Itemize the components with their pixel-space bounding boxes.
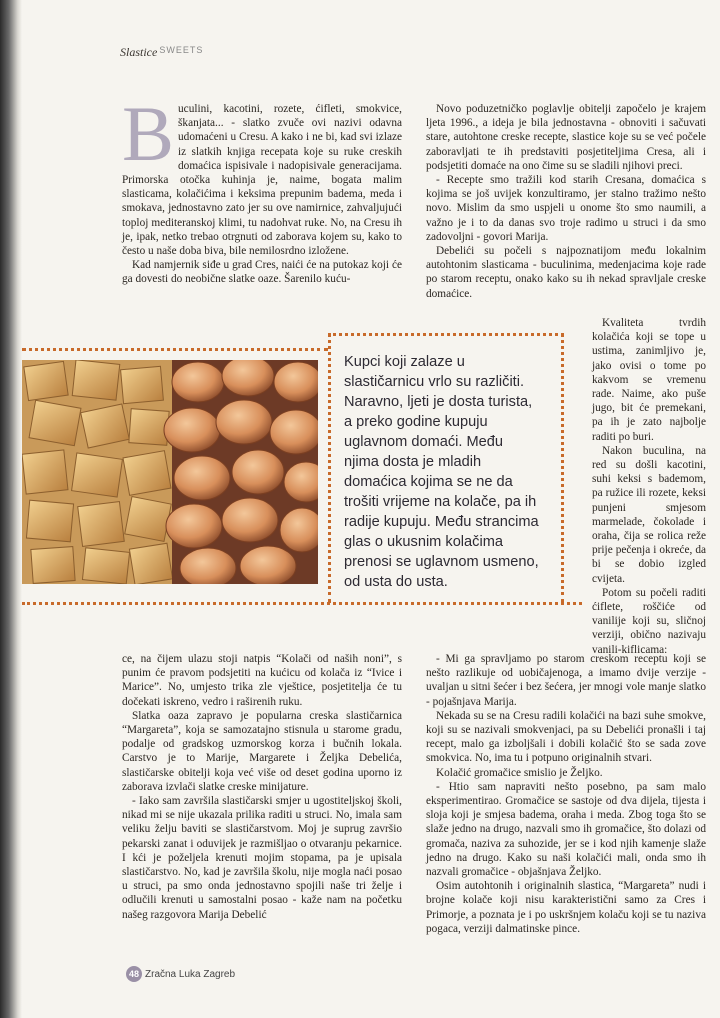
article-col1-top — [122, 90, 402, 287]
paragraph: Osim autohtonih i originalnih slastica, “Margareta” nudi i brojne kolače koji nisu karakteristični samo za Cres i Primorje, a poznata je i po uskršnjem kolaču koji se tu naziva pogaca, verziji dalmatinske pince. — [426, 880, 706, 935]
article-col3-side — [592, 316, 706, 657]
dotted-rule-left — [328, 333, 331, 603]
section-header — [120, 45, 203, 60]
paragraph: Nekada su se na Cresu radili kolačići na bazi suhe smokve, koji su se nazivali smokvenjaci, pa su Debelići pronašli i taj recept, malo ga izboljšali i dobili kolačić što se sada zove smokvica. No, ima tu i potpuno originalnih stvari. — [426, 709, 706, 765]
section-title: Slastice — [120, 45, 158, 59]
paragraph: - Iako sam završila slastičarski smjer u ugostiteljskoj školi, nikad mi se nije ukazala prilika raditi u struci. No, imala sam veliku želju baviti se slastičarstvom. Moj je suprug završio pekarski zanat i oduvijek je razmišljao o otvaranju pekarnice. I kći je poželjela krenuti mojim stopama, pa je upisala slastičarstvo. No, kad je završila školu, nije mogla naći posao u struci, pa smo onda jednostavno spojili naše tri želje i odlučili krenuti u samostalni posao - kaže nam na početku našeg razgovora Marija Debelić — [122, 795, 402, 921]
paragraph: - Recepte smo tražili kod starih Cresana, domaćica s kojima se još uvijek konzultiramo, jer stalno tražimo nešto novo. Mislim da smo uspjeli u onome što smo naumili, a važno je i to da danas svo troje radimo u struci i da smo zadovoljni - govori Marija. — [426, 174, 706, 243]
section-title-en: SWEETS — [159, 45, 204, 55]
pull-quote-text: Kupci koji zalaze u slastičarnicu vrlo su različiti. Naravno, ljeti je dosta turista, a preko godine kupuju uglavnom domaći. Među njima dosta je mladih domaćica kojima se ne da trošiti vrijeme na kolače, pa ih radije kupuju. Među strancima glas o ukusnim kolačima prenosi se uglavnom usmeno, od usta do usta. — [344, 354, 539, 590]
paragraph: Kad namjernik siđe u grad Cres, naići će na putokaz koji će ga dovesti do neobične slatke oaze. Šarenilo kuću- — [122, 259, 402, 286]
page-footer — [126, 966, 235, 982]
article-col2-bottom — [426, 652, 706, 936]
dotted-rule-right — [561, 333, 564, 603]
paragraph: Potom su počeli raditi ćiflete, roščiće od vanilije koji su, sličnoj verziji, obično nazivaju vanili-kiflicama: — [592, 586, 706, 656]
magazine-spine — [0, 0, 22, 1018]
article-col2-top — [426, 102, 706, 301]
paragraph: - Mi ga spravljamo po starom creskom receptu koji se nešto razlikuje od uobičajenoga, a imamo dvije verzije - uvaljan u sitni šećer i bez šećera, jer mnogi vole manje slatko - pojašnjava Marija. — [426, 653, 706, 708]
paragraph: Kvaliteta tvrdih kolačića koji se tope u ustima, zanimljivo je, jako ovisi o tome po kakvom se vremenu rade. Naime, ako puše jugo, bit će premekani, pa ih je zato najbolje raditi po buri. — [592, 317, 706, 443]
article-col1-bottom — [122, 652, 402, 922]
paragraph: Slatka oaza zapravo je popularna creska slastičarnica “Margareta”, koja se samozatajno stisnula u staromе gradu, podalje od gradskog uzmorskog korza i bučnih lokala. Carstvo je to Marije, Margarete i Željka Debelića, slastičarske obitelji koja već više od deset godina uporno iz zaborava izvlači slatke creske minijature. — [122, 709, 402, 793]
paragraph: Nakon buculina, na red su došli kacotini, suhi keksi s bademom, pa ružice ili rozete, keksi punjeni smjesom marmelade, čokolade i oraha, čija se rolica reže prije pečenja i okreće, da bi se dobio izgled cvijeta. — [592, 444, 706, 585]
pull-quote — [336, 342, 548, 590]
page-number: 48 — [126, 966, 142, 982]
paragraph: uculini, kacotini, rozete, ćifleti, smokvice, škanjata... - slatko zvuče ovi nazivi odavna udomaćeni u Cresu. A kako i ne bi, kad svi izlaze iz slatkih knjiga recepata koje su ruke creskih domaćica ispisivale i nadopisivale generacijama. Primorska otočka kuhinja je, naime, bogata malim slasticama, kolačićima i keksima prepunim badema, meda i smokava, jednostavno zato jer su ove namirnice, zahvaljujući toploj mediteranskoj klimi, tu nadohvat ruke. No, na Cresu ih je, ipak, netko trebao otrgnuti od zaborava kojem su, kako to često u naše doba biva, bile nemilosrdno izložene. — [122, 103, 402, 258]
paragraph: Novo poduzetničko poglavlje obitelji započelo je krajem ljeta 1996., a ideja je bila jednostavna - obnoviti i sačuvati stare, autohtone creske recepte, slastice koje su se već počele zaboravljati te ih predstaviti posjetiteljima Cresa, ali i podsjetiti domaće na ono čime su se sladili njihovi preci. — [426, 103, 706, 172]
cookies-illustration — [22, 360, 318, 584]
paragraph: - Htio sam napraviti nešto posebno, pa sam malo eksperimentirao. Gromačice se sastoje od dva dijela, tijesta i sloja koji je smjesa badema, oraha i meda. Zbog toga što se slaže jedno na drugo, nazvali smo ih gromačice, što dolazi od gromača, naziva za suhozide, jer se i kod njih kamenje slaže jedno na drugo. Kako su naši kolačići mali, onda smo ih nazvali gromačice - objašnjava Željko. — [426, 780, 706, 879]
paragraph: Kolačić gromačice smislio je Željko. — [436, 766, 603, 779]
dotted-rule-bottom — [22, 602, 582, 605]
publication-name: Zračna Luka Zagreb — [145, 969, 236, 980]
cookies-photo — [22, 360, 318, 584]
drop-cap: B — [122, 90, 175, 177]
dotted-rule-quote-top — [328, 333, 564, 336]
paragraph: ce, na čijem ulazu stoji natpis “Kolači od naših noni”, s punim će pravom podsjetiti na kućicu od kolača iz “Ivice i Marice”. No, umjesto trika zle vještice, posjetitelja će tu dočekati iskreno, vedro i raširenih ruku. — [122, 653, 402, 708]
dotted-rule-top — [22, 348, 328, 351]
paragraph: Debelići su počeli s najpoznatijom među lokalnim autohtonim slasticama - buculinima, medenjacima koje rade po starom receptu, onako kako su ih nekad spravljale creske domaćice. — [426, 245, 706, 300]
